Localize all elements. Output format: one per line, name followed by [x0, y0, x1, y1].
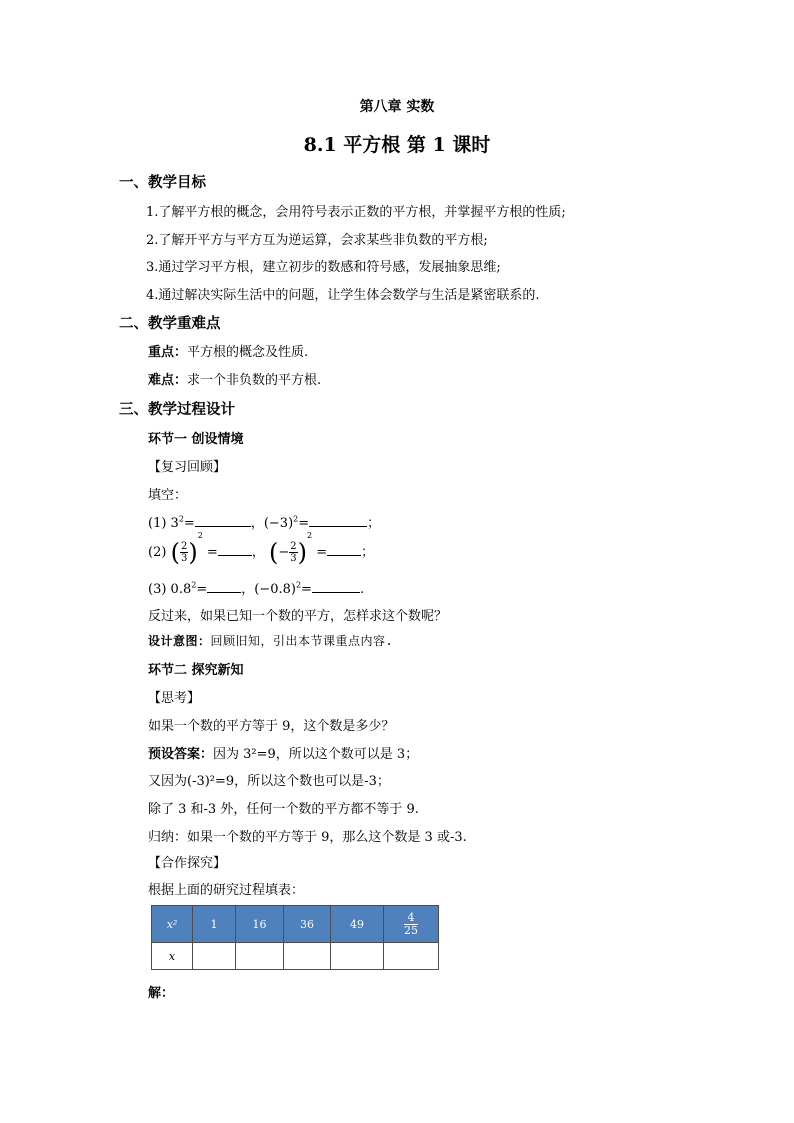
answer-line-3: 除了 3 和-3 外，任何一个数的平方都不等于 9. [148, 802, 419, 817]
table-cell [384, 906, 439, 943]
q1-eq2: = [298, 516, 310, 531]
section-process-heading: 三、教学过程设计 [119, 401, 235, 418]
summary-label: 归纳： [148, 830, 188, 845]
design-intent [148, 632, 393, 649]
reverse-question: 反过来，如果已知一个数的平方，怎样求这个数呢？ [148, 609, 448, 624]
fraction [404, 912, 418, 937]
objective-2: 2.了解开平方与平方互为逆运算，会求某些非负数的平方根; [146, 233, 488, 248]
frac-den: 3 [180, 553, 188, 564]
q3-end: . [359, 582, 365, 597]
table-cell: 36 [284, 906, 331, 943]
table-header-row [152, 906, 439, 943]
q1-eq: = [183, 516, 195, 531]
page-title: 8.1 平方根 第 1 课时 [303, 134, 491, 156]
answer-blank[interactable] [327, 543, 361, 556]
objective-4: 4.通过解决实际生活中的问题，让学生体会数学与生活是紧密联系的. [146, 288, 540, 303]
frac-den: 3 [290, 553, 297, 564]
table-answer-cell[interactable] [384, 943, 439, 970]
question-1 [148, 512, 380, 531]
q3-eq2: = [301, 582, 312, 597]
paren-close: ) [297, 538, 308, 567]
q1-exp: 2 [178, 514, 184, 524]
intent-text: 回顾旧知，引出本节课重点内容. [210, 634, 394, 648]
table-cell: 1 [193, 906, 236, 943]
solution-label: 解： [148, 986, 175, 1001]
q3-exp2: 2 [295, 580, 302, 590]
q1-neg-base: ，(−3) [250, 516, 294, 531]
key-point [148, 341, 308, 360]
section-objectives-heading: 一、教学目标 [119, 174, 206, 191]
table-answer-cell[interactable] [236, 943, 284, 970]
table-answer-cell[interactable] [193, 943, 236, 970]
paren-close: ) [188, 538, 198, 567]
q2-eq2: = [316, 545, 328, 560]
table-answer-cell[interactable] [284, 943, 331, 970]
q3-neg-base: ，(−0.8) [241, 582, 296, 597]
minus-sign: − [278, 545, 290, 560]
step-2-heading: 环节二 探究新知 [148, 663, 244, 678]
frac-den: 25 [404, 923, 418, 937]
q2-exp: 2 [197, 531, 203, 540]
table-cell-x-squared [152, 906, 193, 943]
question-3 [148, 578, 364, 597]
answer-blank[interactable] [207, 580, 241, 593]
answer-line-2: 又因为(-3)²=9，所以这个数也可以是-3； [148, 774, 390, 789]
table-answer-cell[interactable] [331, 943, 384, 970]
summary [148, 826, 467, 845]
preset-answer [148, 743, 418, 762]
answer-text: 因为 3²=9，所以这个数可以是 3； [213, 747, 419, 762]
q3-eq: = [196, 582, 208, 597]
paren-open: ( [170, 538, 180, 567]
key-text: 平方根的概念及性质. [187, 345, 309, 360]
frac-num: 2 [180, 541, 188, 552]
q3-base: (3) 0.8 [148, 582, 192, 597]
think-question: 如果一个数的平方等于 9，这个数是多少？ [148, 719, 395, 734]
q1-base: (1) 3 [148, 516, 179, 531]
q1-exp2: 2 [293, 514, 299, 524]
table-cell: 16 [236, 906, 284, 943]
answer-blank[interactable] [195, 514, 251, 527]
think-heading: 【思考】 [148, 691, 201, 706]
difficult-text: 求一个非负数的平方根. [187, 373, 322, 388]
objective-1: 1.了解平方根的概念，会用符号表示正数的平方根，并掌握平方根的性质; [146, 205, 566, 220]
difficult-point [148, 369, 321, 388]
answer-blank[interactable] [218, 543, 252, 556]
q2-eq: = [206, 545, 218, 560]
paren-open: ( [268, 538, 279, 567]
objective-3: 3.通过学习平方根，建立初步的数感和符号感，发展抽象思维; [146, 260, 501, 275]
question-2 [148, 531, 375, 567]
summary-text: 如果一个数的平方等于 9，那么这个数是 3 或-3. [187, 830, 467, 845]
section-keypoints-heading: 二、教学重难点 [119, 315, 221, 332]
cooperation-heading: 【合作探究】 [148, 856, 227, 871]
fill-table-instruction: 根据上面的研究过程填表： [148, 883, 305, 898]
q1-end: ； [367, 516, 381, 531]
frac-num: 2 [290, 541, 297, 552]
table-answer-row [152, 943, 439, 970]
table-cell: 49 [331, 906, 384, 943]
row-label: x² [166, 917, 178, 931]
step-1-heading: 环节一 创设情境 [148, 432, 244, 447]
answer-blank[interactable] [312, 580, 360, 593]
frac-num: 4 [404, 912, 418, 925]
intent-label: 设计意图： [148, 634, 211, 648]
q2-label: (2) [148, 545, 167, 560]
fraction [289, 541, 297, 564]
fill-blank-label: 填空： [148, 488, 188, 503]
square-root-table [151, 905, 439, 970]
q2-sep: ， [251, 545, 265, 560]
answer-label: 预设答案： [148, 747, 214, 762]
q3-exp: 2 [191, 580, 197, 590]
key-label: 重点： [148, 345, 188, 360]
difficult-label: 难点： [148, 373, 188, 388]
chapter-title: 第八章 实数 [359, 99, 435, 115]
answer-blank[interactable] [309, 514, 367, 527]
q2-exp2: 2 [307, 531, 313, 540]
table-cell-x: x [152, 943, 193, 970]
review-heading: 【复习回顾】 [148, 460, 227, 475]
q2-end: ； [361, 545, 375, 560]
